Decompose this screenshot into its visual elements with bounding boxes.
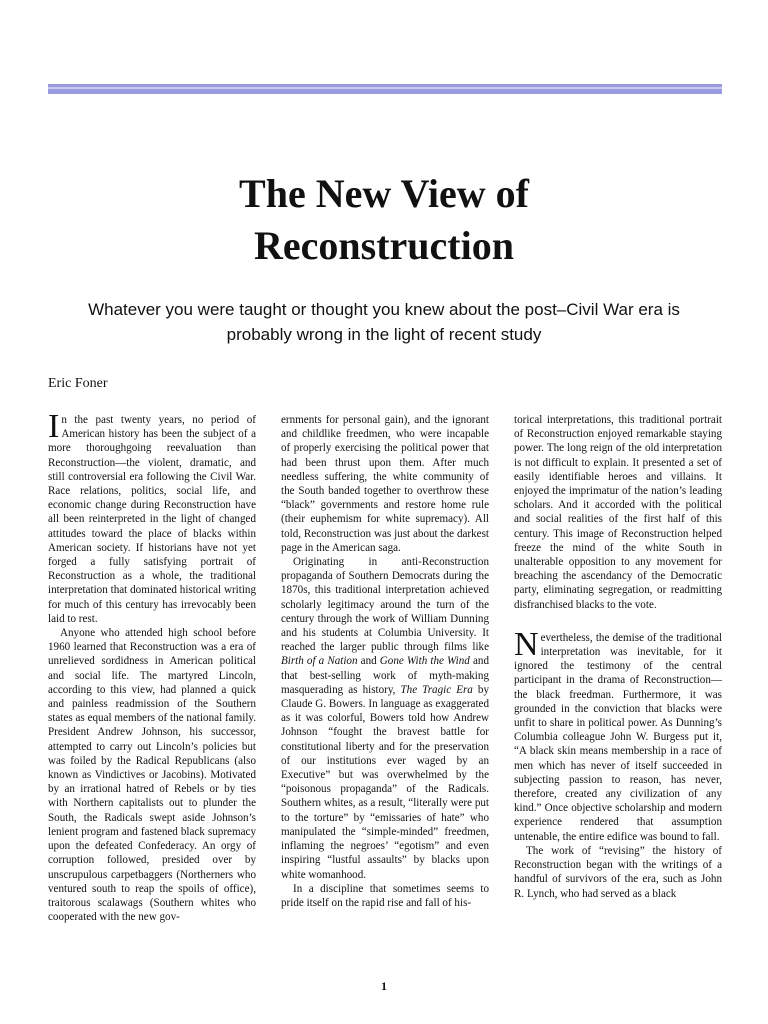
paragraph — [514, 625, 722, 844]
column-3 — [514, 413, 722, 963]
paragraph — [48, 413, 256, 626]
paragraph: The work of “revising” the history of Reconstruction began with the writings of a handful of survivors of the era, such as John R. Lynch, who had served as a black — [514, 844, 722, 900]
header-rule — [48, 84, 722, 94]
article-body — [48, 413, 722, 963]
page-number: 1 — [381, 979, 387, 993]
paragraph-text: and that best-selling work of myth-making masquerading as history, — [281, 655, 489, 696]
paragraph: In a discipline that sometimes seems to pride itself on the rapid rise and fall of his- — [281, 882, 489, 909]
article-subtitle: Whatever you were taught or thought you knew about the post–Civil War era is probably wrong in the light of recent study — [88, 300, 680, 344]
paragraph: torical interpretations, this traditional portrait of Reconstruction enjoyed remarkable staying power. The long reign of the old interpretation is not difficult to explain. It presented a set of easily identifiable heroes and villains. It enjoyed the imprimatur of the nation’s leading scholars. And it accorded with the political and social realities of the first half of this century. This image of Reconstruction helped freeze the mind of the white South in unalterable opposition to any movement for breaching the ascendancy of the Democratic party, eliminating segregation, or readmitting disfranchised blacks to the vote. — [514, 414, 722, 611]
paragraph-text: and — [357, 655, 380, 668]
paragraph: ernments for personal gain), and the ignorant and childlike freedmen, who were incapable of properly exercising the political power that had been thrust upon them. After much needless suffering, the white community of the South banded together to overthrow these “black” governments and restore home rule (their euphemism for white supremacy). All told, Reconstruction was just about the darkest page in the American saga. — [281, 414, 489, 554]
book-title: The Tragic Era — [400, 683, 473, 696]
paragraph-text: by Claude G. Bowers. In language as exaggerated as it was colorful, Bowers told how Andrew Johnson “fought the bravest battle for constitutional liberty and for the preservation of our institutions ever waged by an Executive” but was overwhelmed by the “poisonous propaganda” of the Radicals. Southern whites, as a result, “literally were put to the torture” by “emissaries of hate” who manipulated the “simple-minded” freedmen, inflaming the negroes’ “egotism” and even inspiring “lustful assaults” by blacks upon white womanhood. — [281, 683, 489, 881]
drop-cap: N — [514, 625, 539, 663]
author-byline: Eric Foner — [48, 376, 108, 391]
drop-cap: I — [48, 413, 60, 445]
paragraph-text: n the past twenty years, no period of American history has been the subject of a more thoroughgoing reevaluation than Reconstruction—the violent, dramatic, and still controversial era following the Civil War. Race relations, politics, social life, and economic change during Reconstruction have all been reinterpreted in the light of changed attitudes toward the place of blacks within American society. If historians have not yet forged a fully satisfying portrait of Reconstruction as a whole, the traditional interpretation that dominated historical writing for much of this century has irrevocably been laid to rest. — [48, 414, 256, 625]
paragraph — [281, 555, 489, 882]
title-line-2: Reconstruction — [254, 223, 514, 268]
column-1 — [48, 413, 256, 963]
paragraph: Anyone who attended high school before 1960 learned that Reconstruction was a era of unrelieved sordidness in American political and social life. The martyred Lincoln, according to this view, had planned a quick and painless readmission of the Southern states as equal members of the national family. President Andrew Johnson, his successor, attempted to carry out Lincoln’s policies but was foiled by the Radical Republicans (also known as Vindictives or Jacobins). Motivated by an irrational hatred of Rebels or by ties with Northern capitalists out to plunder the South, the Radicals swept aside Johnson’s lenient program and fastened black supremacy upon the defeated Confederacy. An orgy of corruption followed, presided over by unscrupulous carpetbaggers (Northerners who ventured south to reap the spoils of office), traitorous scalawags (Southern whites who cooperated with the new gov- — [48, 627, 256, 924]
title-line-1: The New View of — [239, 171, 529, 216]
paragraph-text: Originating in anti-Reconstruction propaganda of Southern Democrats during the 1870s, this traditional interpretation achieved scholarly legitimacy around the turn of the century through the work of William Dunning and his students at Columbia University. It reached the larger public through films like — [281, 556, 489, 654]
film-title: Gone With the Wind — [379, 655, 470, 668]
column-2 — [281, 413, 489, 963]
paragraph-text: evertheless, the demise of the traditional interpretation was inevitable, for it ignored the testimony of the central participant in the drama of Reconstruction—the black freedman. Furthermore, it was grounded in the conviction that blacks were unfit to share in political power. As Dunning’s Columbia colleague John W. Burgess put it, “A black skin means membership in a race of men which has never of itself succeeded in subjecting passion to reason, has never, therefore, created any civilization of any kind.” Once objective scholarship and modern experience rendered that assumption untenable, the entire edifice was bound to fall. — [514, 631, 722, 843]
film-title: Birth of a Nation — [281, 655, 358, 668]
article-title — [0, 168, 768, 272]
